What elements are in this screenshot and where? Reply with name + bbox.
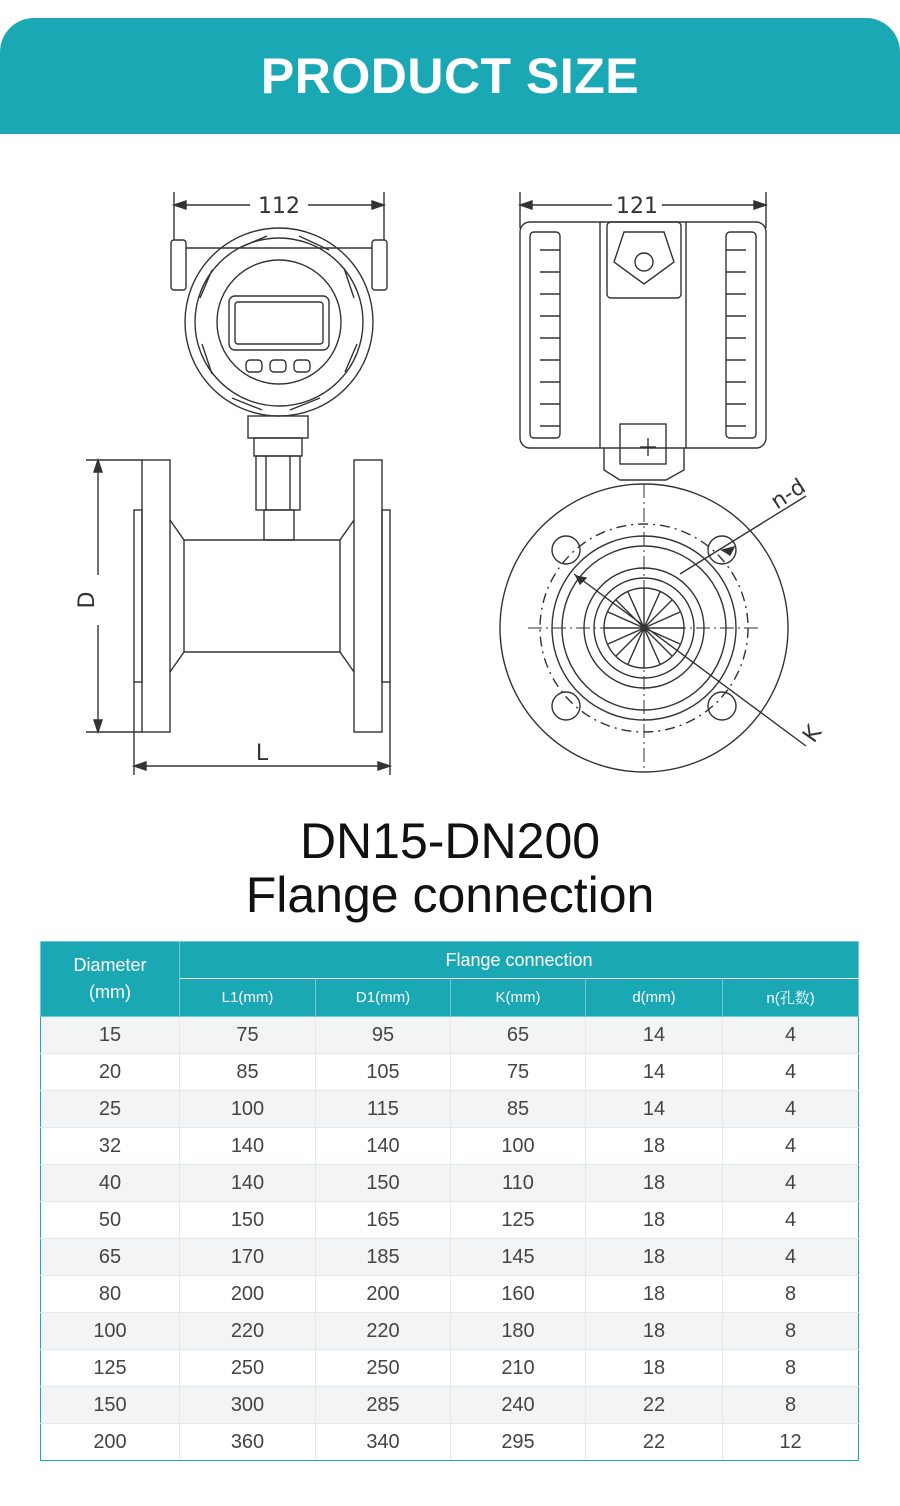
cell-d: 14 (586, 1054, 723, 1091)
cell-K: 295 (451, 1424, 586, 1461)
dimension-drawing (0, 170, 900, 790)
cell-K: 180 (451, 1313, 586, 1350)
cell-D1: 250 (316, 1350, 451, 1387)
table-row (41, 1350, 859, 1387)
cell-n: 8 (723, 1387, 859, 1424)
cell-diameter: 25 (41, 1091, 180, 1128)
dim-label-112: 112 (258, 194, 300, 219)
cell-D1: 115 (316, 1091, 451, 1128)
caption-model-range: DN15-DN200 (299, 813, 601, 869)
dimension-table (40, 941, 859, 1461)
cell-n: 4 (723, 1017, 859, 1054)
cell-d: 18 (586, 1350, 723, 1387)
header-banner (0, 18, 900, 134)
cell-diameter: 200 (41, 1424, 180, 1461)
page-title: PRODUCT SIZE (260, 48, 640, 104)
cell-L1: 150 (180, 1202, 316, 1239)
table-row (41, 1313, 859, 1350)
cell-L1: 250 (180, 1350, 316, 1387)
cell-diameter: 125 (41, 1350, 180, 1387)
caption-connection-type: Flange connection (245, 867, 655, 923)
header-flange-connection: Flange connection (180, 942, 859, 979)
cell-L1: 75 (180, 1017, 316, 1054)
cell-diameter: 150 (41, 1387, 180, 1424)
header-L1: L1(mm) (180, 979, 316, 1017)
dim-label-121: 121 (616, 194, 658, 219)
cell-diameter: 15 (41, 1017, 180, 1054)
table-row (41, 1276, 859, 1313)
cell-d: 14 (586, 1017, 723, 1054)
cell-D1: 285 (316, 1387, 451, 1424)
cell-D1: 220 (316, 1313, 451, 1350)
table-row (41, 1387, 859, 1424)
cell-K: 110 (451, 1165, 586, 1202)
table-row (41, 1054, 859, 1091)
cell-D1: 95 (316, 1017, 451, 1054)
cell-n: 4 (723, 1202, 859, 1239)
cell-d: 18 (586, 1128, 723, 1165)
cell-diameter: 100 (41, 1313, 180, 1350)
cell-D1: 105 (316, 1054, 451, 1091)
cell-L1: 140 (180, 1128, 316, 1165)
cell-D1: 140 (316, 1128, 451, 1165)
cell-K: 100 (451, 1128, 586, 1165)
cell-K: 85 (451, 1091, 586, 1128)
cell-n: 12 (723, 1424, 859, 1461)
cell-L1: 200 (180, 1276, 316, 1313)
dim-label-D: D (75, 591, 100, 609)
cell-diameter: 32 (41, 1128, 180, 1165)
cell-K: 240 (451, 1387, 586, 1424)
cell-d: 18 (586, 1202, 723, 1239)
dim-label-L: L (255, 741, 269, 766)
cell-d: 18 (586, 1313, 723, 1350)
cell-n: 8 (723, 1350, 859, 1387)
table-row (41, 1128, 859, 1165)
table-row (41, 1424, 859, 1461)
cell-diameter: 65 (41, 1239, 180, 1276)
header-diameter (41, 942, 180, 1017)
cell-K: 145 (451, 1239, 586, 1276)
cell-L1: 220 (180, 1313, 316, 1350)
cell-d: 18 (586, 1165, 723, 1202)
cell-n: 4 (723, 1091, 859, 1128)
cell-L1: 360 (180, 1424, 316, 1461)
table-row (41, 1091, 859, 1128)
cell-D1: 150 (316, 1165, 451, 1202)
cell-diameter: 40 (41, 1165, 180, 1202)
cell-K: 210 (451, 1350, 586, 1387)
cell-K: 125 (451, 1202, 586, 1239)
side-view (500, 192, 806, 772)
cell-n: 4 (723, 1239, 859, 1276)
cell-n: 8 (723, 1313, 859, 1350)
table-row (41, 1017, 859, 1054)
cell-diameter: 80 (41, 1276, 180, 1313)
cell-n: 4 (723, 1128, 859, 1165)
cell-d: 14 (586, 1091, 723, 1128)
cell-d: 22 (586, 1424, 723, 1461)
table-body (41, 1017, 859, 1461)
cell-L1: 100 (180, 1091, 316, 1128)
header-n: n(孔数) (723, 979, 859, 1017)
cell-n: 4 (723, 1165, 859, 1202)
dim-label-nd: n-d (766, 474, 811, 515)
cell-diameter: 50 (41, 1202, 180, 1239)
cell-D1: 200 (316, 1276, 451, 1313)
cell-L1: 85 (180, 1054, 316, 1091)
dim-label-K: K (798, 721, 828, 748)
cell-d: 18 (586, 1239, 723, 1276)
cell-n: 4 (723, 1054, 859, 1091)
cell-L1: 170 (180, 1239, 316, 1276)
cell-n: 8 (723, 1276, 859, 1313)
cell-d: 18 (586, 1276, 723, 1313)
cell-D1: 185 (316, 1239, 451, 1276)
table-row (41, 1239, 859, 1276)
cell-diameter: 20 (41, 1054, 180, 1091)
header-d: d(mm) (586, 979, 723, 1017)
cell-D1: 165 (316, 1202, 451, 1239)
cell-K: 65 (451, 1017, 586, 1054)
table-row (41, 1165, 859, 1202)
table-row (41, 1202, 859, 1239)
cell-L1: 300 (180, 1387, 316, 1424)
header-diameter-unit: (mm) (89, 982, 131, 1002)
header-K: K(mm) (451, 979, 586, 1017)
header-D1: D1(mm) (316, 979, 451, 1017)
cell-K: 75 (451, 1054, 586, 1091)
front-view (86, 192, 390, 775)
header-diameter-label: Diameter (73, 955, 147, 975)
cell-L1: 140 (180, 1165, 316, 1202)
cell-K: 160 (451, 1276, 586, 1313)
cell-D1: 340 (316, 1424, 451, 1461)
cell-d: 22 (586, 1387, 723, 1424)
